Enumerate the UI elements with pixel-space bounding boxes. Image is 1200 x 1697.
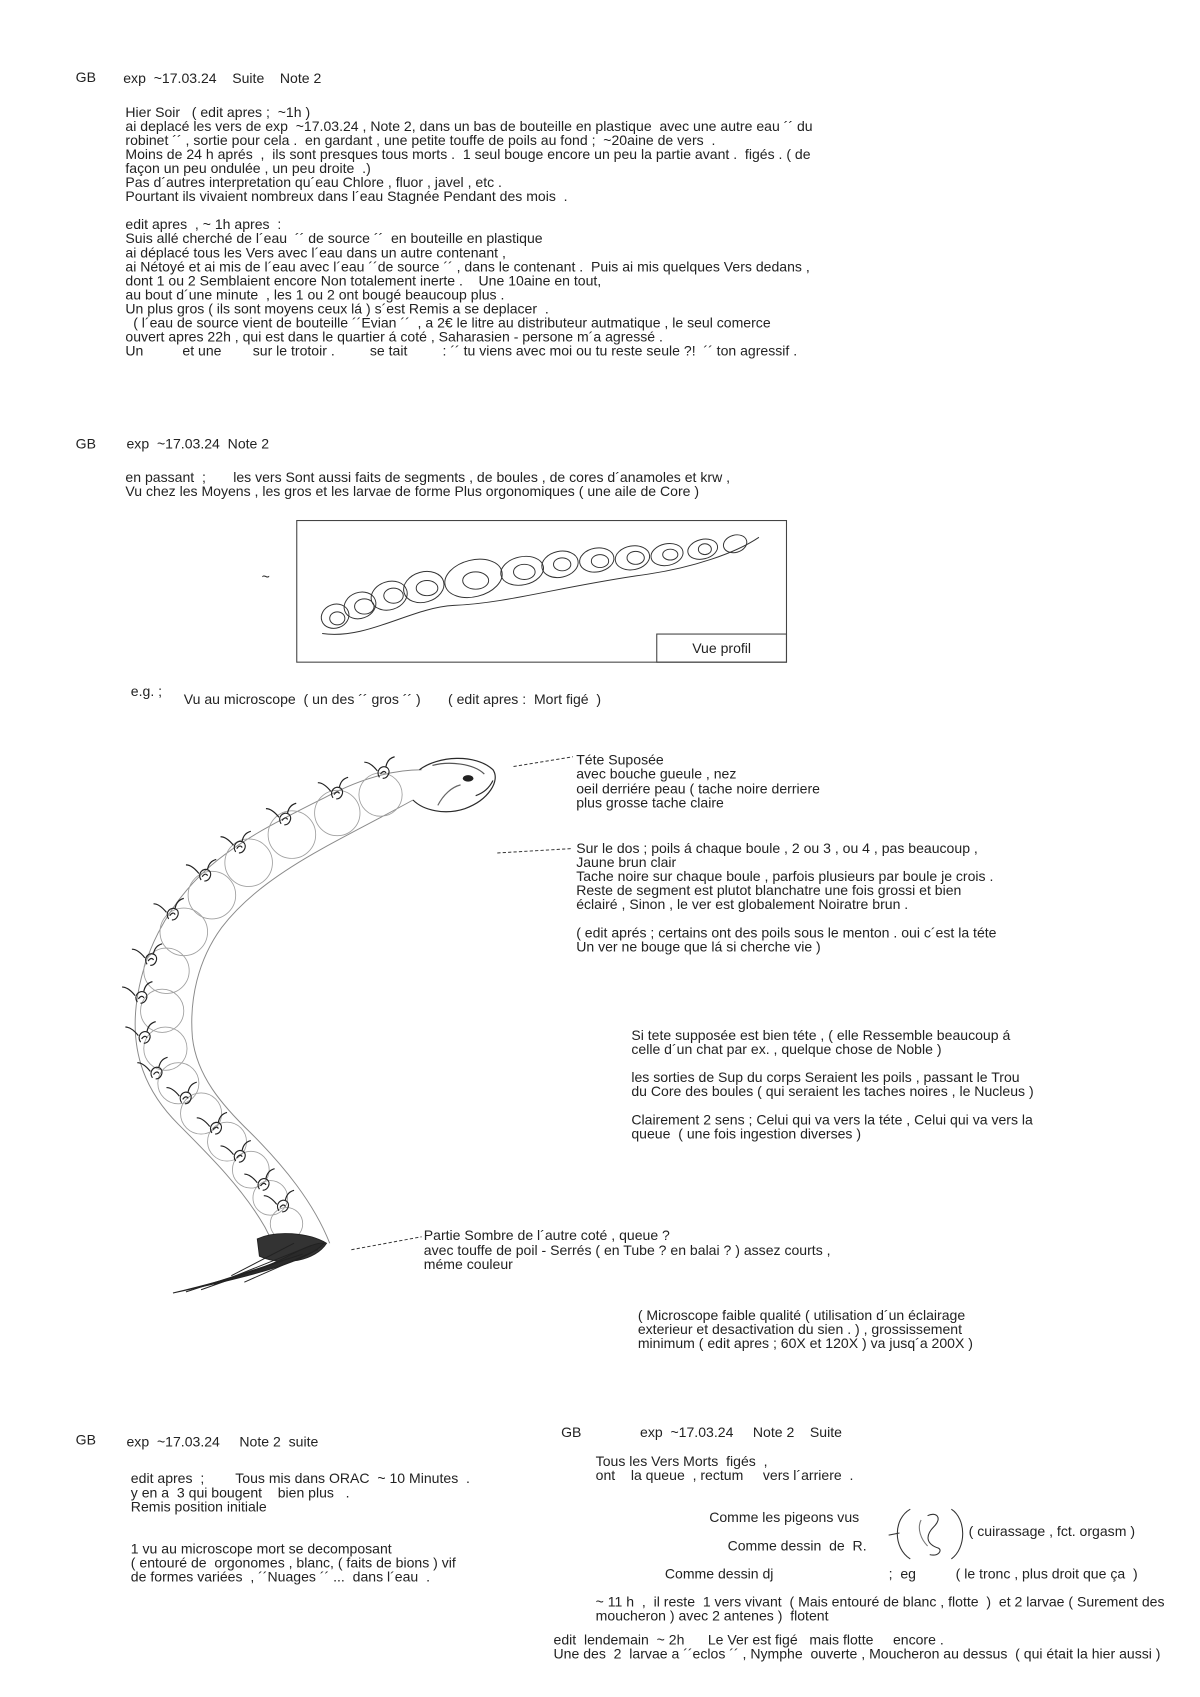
text-line (631, 1098, 1033, 1112)
text-line: façon un peu ondulée , un peu droite .) (125, 160, 371, 177)
note-body (131, 1471, 470, 1583)
head-annotation (576, 752, 820, 810)
text-line: ( edit aprés ; certains ont des poils sous le menton . oui c´est la téte (576, 924, 997, 941)
text-line: Suis allé cherché de l´eau ´´ de source ´´ en bouteille en plastique (125, 230, 543, 247)
text-line: avec touffe de poil - Serrés ( en Tube ? en balai ? ) assez courts , (423, 1241, 831, 1258)
text-line: ( Microscope faible qualité ( utilisation d´un éclairage (637, 1307, 966, 1324)
text-line: de formes variées , ´´Nuages ´´ ... dans l´eau . (130, 1568, 430, 1585)
annotation-leaders (351, 757, 573, 1250)
note-initials: GB (561, 1423, 582, 1440)
text-line: Pourtant ils vivaient nombreux dans l´eau Stagnée Pendant des mois . (125, 188, 568, 205)
profile-label: Vue profil (656, 634, 787, 663)
text-line: Tous les Vers Morts figés , (595, 1452, 768, 1470)
text-line: Hier Soir ( edit apres ; ~1h ) (125, 103, 311, 120)
note-header: exp ~17.03.24 Note 2 Suite (640, 1423, 842, 1440)
text-line: du Core des boules ( qui seraient les taches noires , le Nucleus ) (631, 1083, 1034, 1100)
text-line (125, 203, 812, 217)
text-line: oeil derriére peau ( tache noire derriere (576, 780, 820, 797)
comparison-dessin-dj: Comme dessin dj (664, 1565, 774, 1582)
text-line: Vu chez les Moyens , les gros et les larvae de forme Plus orgonomiques ( une aile de Core ) (125, 483, 700, 500)
text-line: les sorties de Sup du corps Seraient les poils , passant le Trou (631, 1069, 1020, 1086)
microscope-caption: Vu au microscope ( un des ´´ gros ´´ ) ( edit apres : Mort figé ) (183, 690, 602, 708)
text-line: Reste de segment est plutot blanchatre une fois grossi et bien (576, 882, 962, 899)
note-header: exp ~17.03.24 Note 2 suite (126, 1433, 319, 1450)
tail-annotation (424, 1228, 831, 1272)
comparison-tronc: ( le tronc , plus droit que ça ) (955, 1565, 1138, 1582)
text-line (631, 1056, 1033, 1070)
text-line: ouvert apres 22h , qui est dans le quartier á coté , Saharasien - persone m´a agressé . (125, 328, 663, 345)
text-line: ( l´eau de source vient de bouteille ´´Evian ´´ , a 2€ le litre au distributeur autmatique , le seul comerce (125, 314, 771, 331)
text-line: méme couleur (423, 1256, 513, 1273)
later-observation (596, 1595, 1165, 1623)
text-line: Un plus gros ( ils sont moyens ceux lá ) s´est Remis a se deplacer . (125, 300, 549, 317)
text-line: en passant ; les vers Sont aussi faits de segments , de boules , de cores d´anamoles et krw , (125, 469, 731, 486)
comparison-pigeons: Comme les pigeons vus (709, 1509, 860, 1526)
worm-head (413, 758, 495, 811)
text-line: y en a 3 qui bougent bien plus . (130, 1484, 350, 1501)
text-line: ai déplacé tous les Vers avec l´eau dans un autre contenant , (125, 244, 506, 261)
text-line: au bout d´une minute , les 1 ou 2 ont bougé beaucoup plus . (125, 286, 505, 303)
worm-sketch (122, 757, 495, 1293)
eg-label: e.g. ; (130, 683, 163, 700)
text-line: ont la queue , rectum vers l´arriere . (595, 1467, 854, 1484)
text-line: edit lendemain ~ 2h Le Ver est figé mais flotte encore . (553, 1631, 944, 1648)
note-body (125, 105, 812, 358)
text-line: ai deplacé les vers de exp ~17.03.24 , Note 2, dans un bas de bouteille en plastique avec une autre eau ´´ du (125, 117, 813, 135)
text-line: dont 1 ou 2 Semblaient encore Non totalement inerte . Une 10aine en tout, (125, 272, 602, 289)
text-line: queue ( une fois ingestion diverses ) (631, 1125, 862, 1142)
text-line (131, 1514, 470, 1528)
text-line: Téte Suposée (576, 751, 664, 768)
note-header: exp ~17.03.24 Suite Note 2 (123, 70, 322, 87)
note-initials: GB (75, 435, 96, 452)
back-annotation (576, 841, 996, 953)
text-line: Une des 2 larvae a ´´eclos ´´ , Nymphe ouverte , Moucheron au dessus ( qui était la hier aussi ) (553, 1645, 1161, 1662)
worm-hair-tufts (122, 757, 394, 1212)
text-line: Remis position initiale (130, 1498, 267, 1515)
text-line: Pas d´autres interpretation qu´eau Chlore , fluor , javel , etc . (125, 174, 502, 191)
text-line: Tache noire sur chaque boule , parfois plusieurs par boule je crois . (576, 868, 994, 885)
text-line: éclairé , Sinon , le ver est globalement Noiratre brun . (576, 896, 909, 913)
profile-mark: ~ (261, 568, 270, 585)
comparison-eg: ; eg (888, 1565, 916, 1582)
next-day-observation (554, 1632, 1161, 1660)
text-line: Moins de 24 h aprés , ils sont presques tous morts . 1 seul bouge encore un peu la partie avant . figés . ( de (125, 145, 811, 163)
microscope-annotation (638, 1308, 973, 1350)
text-line: Un et une sur le trotoir . se tait : ´´ tu viens avec moi ou tu reste seule ?! ´´ ton agressif . (125, 342, 798, 359)
note-initials: GB (75, 69, 96, 86)
note-intro (125, 470, 730, 498)
text-line: ( entouré de orgonomes , blanc, ( faits de bions ) vif (130, 1554, 456, 1571)
note-initials: GB (75, 1431, 96, 1448)
text-line: Jaune brun clair (576, 854, 677, 871)
text-line: minimum ( edit apres ; 60X et 120X ) va jusq´a 200X ) (637, 1335, 973, 1352)
note-header: exp ~17.03.24 Note 2 (126, 435, 270, 452)
text-line: edit apres , ~ 1h apres : (125, 216, 282, 233)
text-line (131, 1528, 470, 1542)
text-line: plus grosse tache claire (576, 794, 724, 811)
text-line: edit apres ; Tous mis dans ORAC ~ 10 Minutes . (130, 1470, 470, 1487)
text-line: ~ 11 h , il reste 1 vers vivant ( Mais entouré de blanc , flotte ) et 2 larvae ( Surement des (595, 1593, 1165, 1610)
text-line: Clairement 2 sens ; Celui qui va vers la téte , Celui qui va vers la (631, 1111, 1033, 1128)
squiggle-sketch (889, 1509, 963, 1559)
text-line: exterieur et desactivation du sien . ) , grossissement (637, 1321, 963, 1338)
comparison-cuirassage: ( cuirassage , fct. orgasm ) (968, 1523, 1136, 1540)
text-line: Partie Sombre de l´autre coté , queue ? (423, 1227, 670, 1244)
note-body (596, 1454, 854, 1482)
worm-body-outline (135, 770, 421, 1256)
text-line: robinet ´´ , sortie pour cela . en gardant , une petite touffe de poils au fond ; ~20aine de vers . (125, 131, 716, 149)
text-line: Un ver ne bouge que lá si cherche vie ) (576, 938, 821, 955)
text-line: moucheron ) avec 2 antenes ) flotent (595, 1607, 829, 1624)
text-line: Si tete supposée est bien téte , ( elle Ressemble beaucoup á (631, 1027, 1011, 1044)
text-line: celle d´un chat par ex. , quelque chose de Noble ) (631, 1041, 942, 1058)
worm-tail (173, 1234, 327, 1293)
text-line: ai Nétoyé et ai mis de l´eau avec l´eau ´´de source ´´ , dans le contenant . Puis ai mis quelques Vers dedans , (125, 258, 810, 275)
interpretation-annotation (631, 1028, 1033, 1140)
text-line: avec bouche gueule , nez (576, 765, 737, 782)
text-line (576, 911, 996, 925)
text-line: Sur le dos ; poils á chaque boule , 2 ou 3 , ou 4 , pas beaucoup , (576, 839, 978, 857)
worm-segments (141, 773, 403, 1240)
text-line: 1 vu au microscope mort se decomposant (130, 1540, 392, 1557)
comparison-dessin-r: Comme dessin de R. (727, 1537, 867, 1554)
